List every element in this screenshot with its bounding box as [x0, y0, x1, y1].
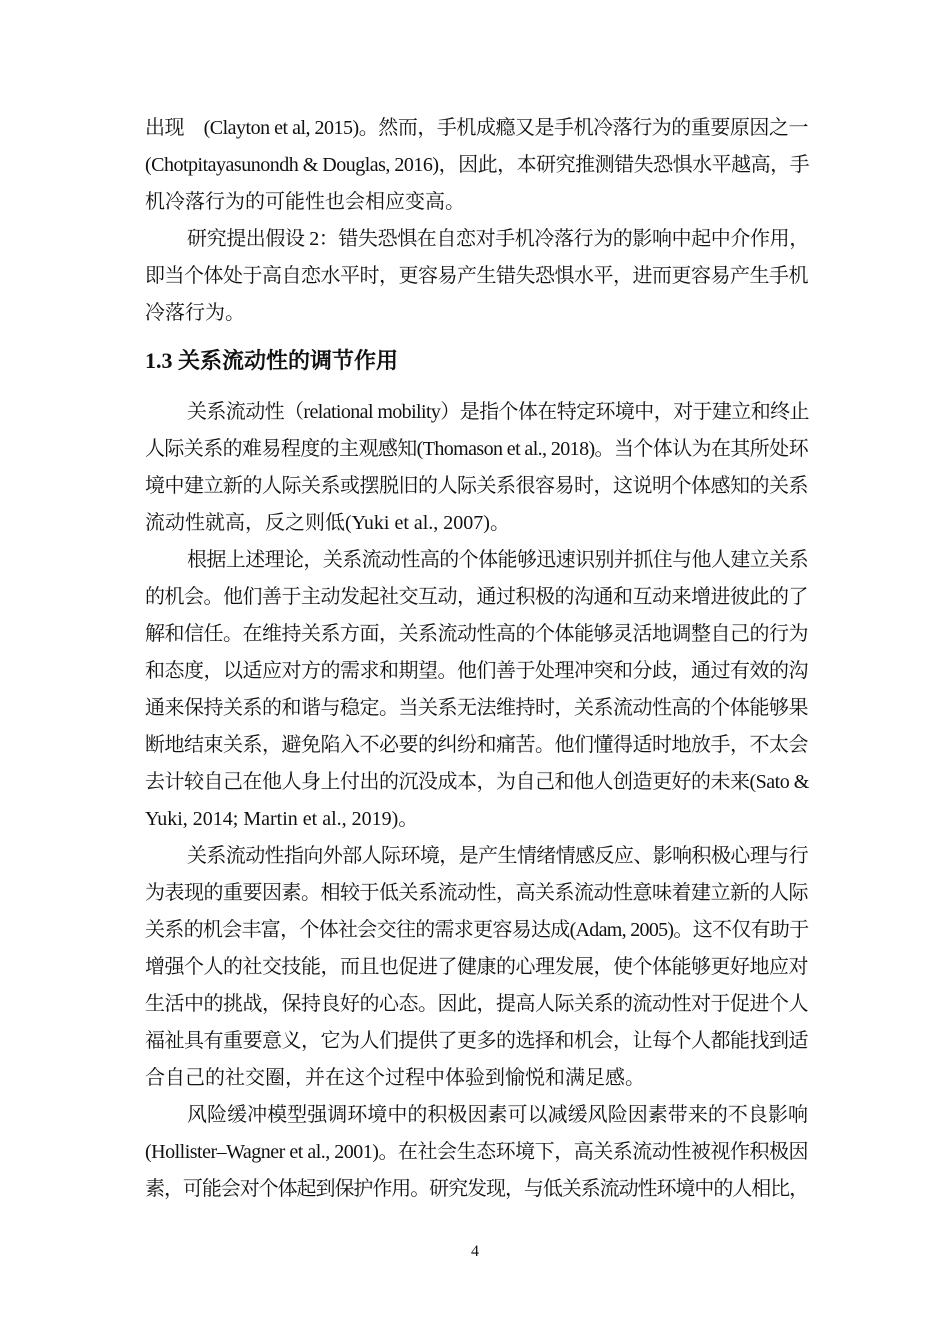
text-line: 素，可能会对个体起到保护作用。研究发现，与低关系流动性环境中的人相比， [145, 1178, 808, 1200]
text-line: 关系流动性指向外部人际环境，是产生情绪情感反应、影响积极心理与行 [187, 845, 808, 867]
text-line: 去计较自己在他人身上付出的沉没成本，为自己和他人创造更好的未来(Sato & [145, 771, 809, 793]
paragraph [145, 542, 808, 838]
document-page-body [145, 110, 808, 1208]
paragraph [145, 110, 808, 221]
paragraphs-after-heading [145, 394, 808, 1208]
text-line: Yuki, 2014; Martin et al., 2019)。 [145, 808, 419, 830]
text-line: 为表现的重要因素。相较于低关系流动性，高关系流动性意味着建立新的人际 [145, 882, 808, 904]
text-line: 关系的机会丰富，个体社会交往的需求更容易达成(Adam, 2005)。这不仅有助于 [145, 919, 809, 941]
paragraph [145, 221, 808, 332]
text-line: 和态度，以适应对方的需求和期望。他们善于处理冲突和分歧，通过有效的沟 [145, 660, 808, 682]
text-line: (Chotpitayasunondh & Douglas, 2016)，因此，本研究推测错失恐惧水平越高，手 [145, 154, 810, 176]
text-line: 人际关系的难易程度的主观感知(Thomason et al., 2018)。当个体认为在其所处环 [145, 438, 808, 460]
paragraph [145, 394, 808, 542]
text-line: 流动性就高，反之则低(Yuki et al., 2007)。 [145, 512, 510, 534]
text-line: 合自己的社交圈，并在这个过程中体验到愉悦和满足感。 [145, 1067, 645, 1089]
text-line: 根据上述理论，关系流动性高的个体能够迅速识别并抓住与他人建立关系 [187, 549, 808, 571]
text-line: 出现 (Clayton et al, 2015)。然而，手机成瘾又是手机冷落行为的重要原因之一 [145, 117, 808, 139]
text-line: (Hollister–Wagner et al., 2001)。在社会生态环境下，高关系流动性被视作积极因 [145, 1141, 808, 1163]
text-line: 生活中的挑战，保持良好的心态。因此，提高人际关系的流动性对于促进个人 [145, 993, 808, 1015]
text-line: 境中建立新的人际关系或摆脱旧的人际关系很容易时，这说明个体感知的关系 [145, 475, 808, 497]
text-line: 机冷落行为的可能性也会相应变高。 [145, 191, 465, 213]
text-line: 即当个体处于高自恋水平时，更容易产生错失恐惧水平，进而更容易产生手机 [145, 265, 808, 287]
text-line: 增强个人的社交技能，而且也促进了健康的心理发展，使个体能够更好地应对 [145, 956, 808, 978]
paragraph [145, 1097, 808, 1208]
paragraphs-before-heading [145, 110, 808, 332]
paragraph [145, 838, 808, 1097]
page-number: 4 [471, 1243, 479, 1260]
text-line: 断地结束关系，避免陷入不必要的纠纷和痛苦。他们懂得适时地放手，不太会 [145, 734, 808, 756]
text-line: 通来保持关系的和谐与稳定。当关系无法维持时，关系流动性高的个体能够果 [145, 697, 808, 719]
text-line: 冷落行为。 [145, 302, 245, 324]
text-line: 的机会。他们善于主动发起社交互动，通过积极的沟通和互动来增进彼此的了 [145, 586, 808, 608]
text-line: 风险缓冲模型强调环境中的积极因素可以减缓风险因素带来的不良影响 [187, 1104, 808, 1126]
text-line: 关系流动性（relational mobility）是指个体在特定环境中，对于建立和终止 [187, 401, 809, 423]
text-line: 解和信任。在维持关系方面，关系流动性高的个体能够灵活地调整自己的行为 [145, 623, 808, 645]
text-line: 研究提出假设 2：错失恐惧在自恋对手机冷落行为的影响中起中介作用， [187, 228, 809, 250]
section-heading: 1.3 关系流动性的调节作用 [145, 348, 399, 373]
text-line: 福祉具有重要意义，它为人们提供了更多的选择和机会，让每个人都能找到适 [145, 1030, 808, 1052]
